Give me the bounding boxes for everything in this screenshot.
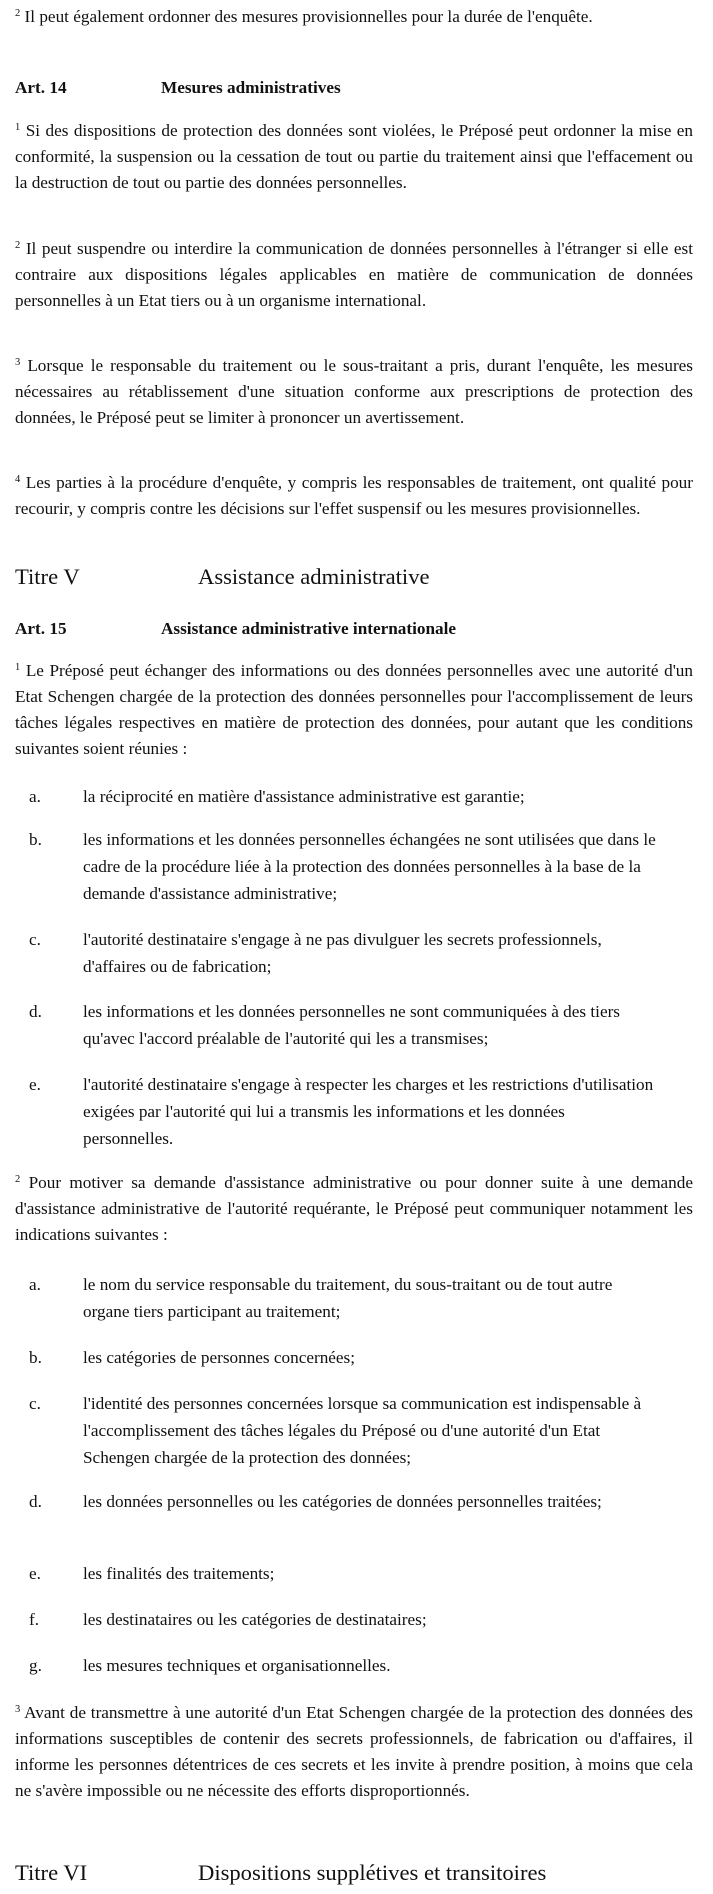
list-item-label: b.	[29, 1348, 42, 1367]
article-heading-15	[15, 616, 693, 642]
paragraph-number: 3	[15, 1704, 21, 1715]
list-item-label: d.	[29, 1002, 42, 1021]
list-item-label: a.	[29, 1275, 41, 1294]
paragraph-15-2	[15, 1170, 693, 1248]
paragraph-number: 3	[15, 357, 21, 368]
paragraph-14-4	[15, 470, 693, 522]
paragraph-text: Si des dispositions de protection des données sont violées, le Préposé peut ordonner la mise en conformité, la suspension ou la cessation de tout ou partie du traitement ainsi que l'effacement ou la destruction de tout ou partie des données personnelles.	[15, 121, 694, 192]
titre-title: Dispositions supplétives et transitoires	[198, 1860, 547, 1885]
article-number: Art. 14	[15, 78, 67, 97]
article-heading-14	[15, 75, 693, 101]
article-title: Assistance administrative internationale	[161, 619, 457, 638]
list-item-text: les destinataires ou les catégories de destinataires;	[83, 1610, 427, 1629]
list-item-text: les données personnelles ou les catégories de données personnelles traitées;	[83, 1492, 602, 1511]
paragraph-text: Il peut également ordonner des mesures provisionnelles pour la durée de l'enquête.	[24, 7, 593, 26]
titre-number: Titre VI	[15, 1860, 88, 1885]
titre-heading-6	[15, 1857, 693, 1889]
list-item-label: f.	[29, 1610, 40, 1629]
paragraph-number: 1	[15, 662, 21, 673]
list-item-text: la réciprocité en matière d'assistance administrative est garantie;	[83, 787, 525, 806]
paragraph-text: Les parties à la procédure d'enquête, y compris les responsables de traitement, ont qualité pour recourir, y compris contre les décisions sur l'effet suspensif ou les mesures provisionnelles.	[15, 473, 693, 518]
list-item-label: e.	[29, 1075, 41, 1094]
list-item-label: b.	[29, 830, 42, 849]
titre-title: Assistance administrative	[198, 564, 430, 589]
list-item-text: les informations et les données personnelles échangées ne sont utilisées que dans le cadre de la procédure liée à la protection des données personnelles à la base de la demande d'assistance administrative;	[83, 830, 656, 903]
list-item-label: g.	[29, 1656, 42, 1675]
paragraph-14-2	[15, 236, 693, 314]
list-item-text: les catégories de personnes concernées;	[83, 1348, 356, 1367]
paragraph-number: 2	[15, 1174, 21, 1185]
titre-number: Titre V	[15, 564, 80, 589]
paragraph-number: 2	[15, 240, 21, 251]
paragraph-intro-2	[15, 4, 693, 30]
list-item-label: c.	[29, 1394, 41, 1413]
paragraph-text: Il peut suspendre ou interdire la communication de données personnelles à l'étranger si elle est contraire aux dispositions légales applicables en matière de communication de données personnelles à un Etat tiers ou à un organisme international.	[15, 239, 694, 310]
paragraph-number: 4	[15, 474, 21, 485]
list-item-text: l'identité des personnes concernées lorsque sa communication est indispensable à l'accomplissement des tâches légales du Préposé ou d'une autorité d'un Etat Schengen chargée de la protection des données;	[83, 1394, 642, 1467]
list-item-text: l'autorité destinataire s'engage à ne pas divulguer les secrets professionnels, d'affaires ou de fabrication;	[83, 930, 602, 976]
paragraph-14-3	[15, 353, 693, 431]
list-item-text: l'autorité destinataire s'engage à respecter les charges et les restrictions d'utilisation exigées par l'autorité qui lui a transmis les informations et les données personnelles.	[83, 1075, 654, 1148]
paragraph-number: 2	[15, 8, 21, 19]
paragraph-text: Avant de transmettre à une autorité d'un Etat Schengen chargée de la protection des données des informations susceptibles de contenir des secrets professionnels, de fabrication ou d'affaires, il informe les personnes détentrices de ces secrets et les invite à prendre position, à moins que cela ne s'avère impossible ou ne nécessite des efforts disproportionnés.	[15, 1703, 693, 1800]
article-title: Mesures administratives	[161, 78, 341, 97]
paragraph-text: Le Préposé peut échanger des informations ou des données personnelles avec une autorité d'un Etat Schengen chargée de la protection des données personnelles pour l'accomplissement de leurs tâches légales respectives en matière de protection des données, pour autant que les conditions suivantes soient réunies :	[15, 661, 693, 758]
paragraph-text: Lorsque le responsable du traitement ou le sous-traitant a pris, durant l'enquête, les mesures nécessaires au rétablissement d'une situation conforme aux prescriptions de protection des données, le Préposé peut se limiter à prononcer un avertissement.	[15, 356, 693, 427]
paragraph-15-3	[15, 1700, 693, 1804]
list-item-label: c.	[29, 930, 41, 949]
article-number: Art. 15	[15, 619, 67, 638]
paragraph-14-1	[15, 118, 693, 196]
paragraph-text: Pour motiver sa demande d'assistance administrative ou pour donner suite à une demande d'assistance administrative de l'autorité requérante, le Préposé peut communiquer notamment les indications suivantes :	[15, 1173, 694, 1244]
paragraph-15-1	[15, 658, 693, 762]
titre-heading-5	[15, 561, 693, 593]
list-item-label: e.	[29, 1564, 41, 1583]
list-item-label: a.	[29, 787, 41, 806]
list-item-text: les mesures techniques et organisationnelles.	[83, 1656, 391, 1675]
list-item-label: d.	[29, 1492, 42, 1511]
paragraph-number: 1	[15, 122, 21, 133]
list-item-text: les informations et les données personnelles ne sont communiquées à des tiers qu'avec l'accord préalable de l'autorité qui les a transmises;	[83, 1002, 620, 1048]
list-item-text: le nom du service responsable du traitement, du sous-traitant ou de tout autre organe tiers participant au traitement;	[83, 1275, 613, 1321]
list-item-text: les finalités des traitements;	[83, 1564, 275, 1583]
